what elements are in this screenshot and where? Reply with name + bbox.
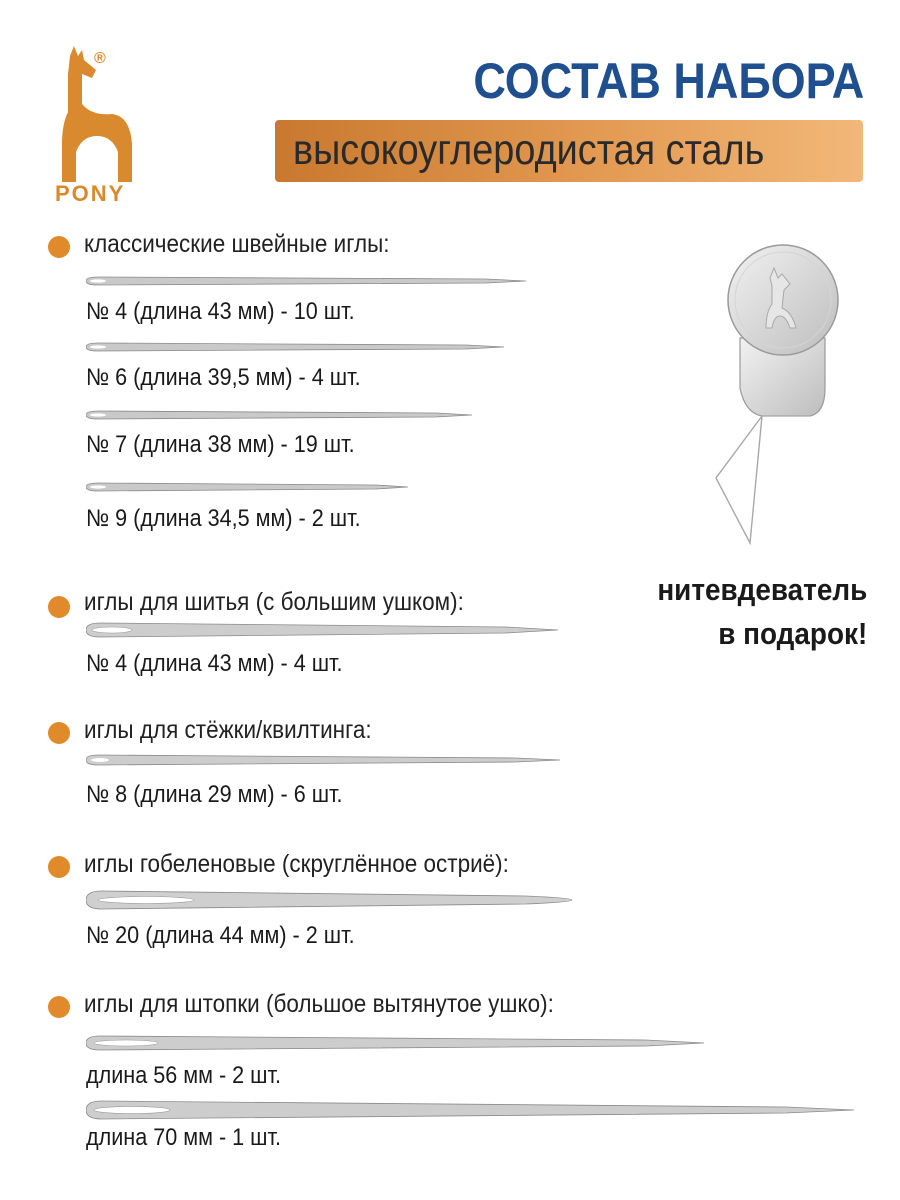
category-tapestry: иглы гобеленовые (скруглённое остриё): (84, 850, 509, 878)
page-title: СОСТАВ НАБОРА (473, 53, 864, 109)
item-classic-9: № 9 (длина 34,5 мм) - 2 шт. (86, 505, 361, 532)
item-classic-6: № 6 (длина 39,5 мм) - 4 шт. (86, 364, 361, 391)
gift-note (634, 568, 867, 656)
bullet-icon (48, 722, 70, 744)
item-quilting-8: № 8 (длина 29 мм) - 6 шт. (86, 781, 343, 808)
item-classic-7: № 7 (длина 38 мм) - 19 шт. (86, 431, 355, 458)
category-classic: классические швейные иглы: (84, 230, 390, 258)
gift-line-1: нитевдеватель (657, 572, 867, 607)
bullet-icon (48, 596, 70, 618)
category-quilting: иглы для стёжки/квилтинга: (84, 716, 372, 744)
material-label: высокоуглеродистая сталь (293, 126, 765, 174)
brand-name: PONY (55, 181, 126, 206)
needle-tapestry-icon (86, 890, 572, 910)
needle-threader-icon (700, 238, 870, 558)
item-darning-56: длина 56 мм - 2 шт. (86, 1062, 281, 1089)
item-classic-4: № 4 (длина 43 мм) - 10 шт. (86, 298, 355, 325)
item-darning-70: длина 70 мм - 1 шт. (86, 1124, 281, 1151)
material-banner (275, 120, 863, 182)
item-tapestry-20: № 20 (длина 44 мм) - 2 шт. (86, 922, 355, 949)
category-darning: иглы для штопки (большое вытянутое ушко): (84, 990, 554, 1018)
bullet-icon (48, 996, 70, 1018)
needle-classic-6-icon (86, 342, 504, 352)
item-big-eye-4: № 4 (длина 43 мм) - 4 шт. (86, 650, 343, 677)
needle-classic-4-icon (86, 276, 526, 286)
needle-darning-70-icon (86, 1100, 854, 1120)
category-big-eye: иглы для шитья (с большим ушком): (84, 588, 464, 616)
registered-mark: ® (94, 50, 106, 67)
bullet-icon (48, 236, 70, 258)
bullet-icon (48, 856, 70, 878)
gift-line-2: в подарок! (717, 616, 867, 651)
needle-big-eye-icon (86, 622, 558, 638)
needle-classic-7-icon (86, 410, 472, 420)
needle-darning-56-icon (86, 1035, 704, 1051)
needle-classic-9-icon (86, 482, 408, 492)
needle-quilting-icon (86, 754, 560, 766)
